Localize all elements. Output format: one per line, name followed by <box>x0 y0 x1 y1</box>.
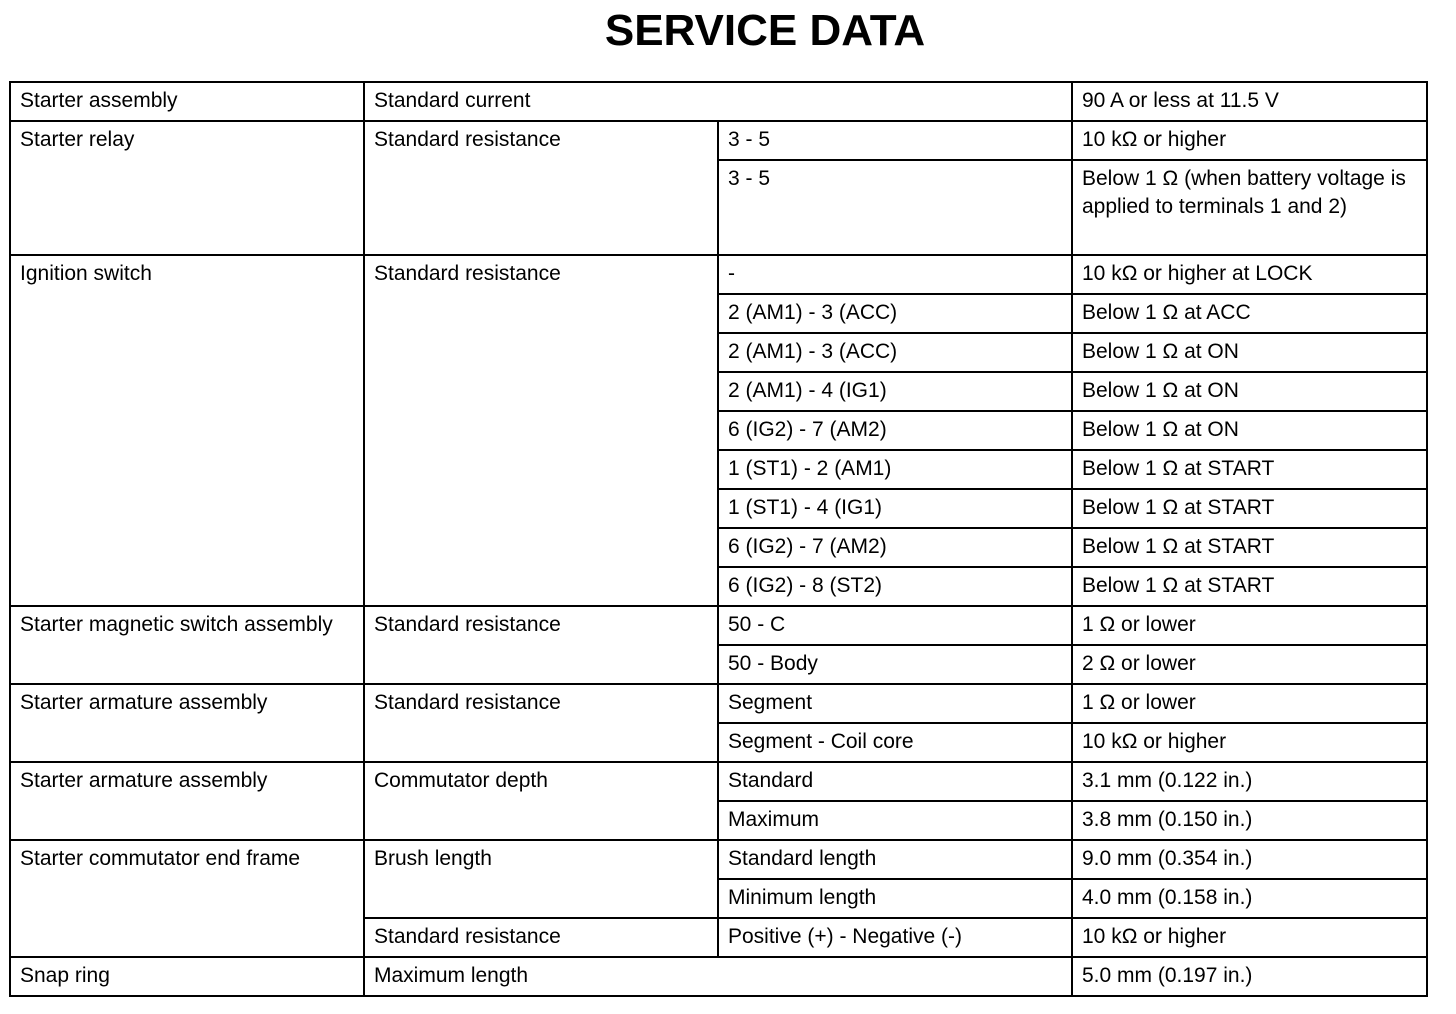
item-cell: Standard resistance <box>364 606 718 684</box>
table-row <box>10 762 1427 801</box>
spec-cell: 90 A or less at 11.5 V <box>1072 82 1427 121</box>
condition-cell: 2 (AM1) - 4 (IG1) <box>718 372 1072 411</box>
spec-cell: Below 1 Ω at START <box>1072 489 1427 528</box>
table-row <box>10 121 1427 160</box>
spec-cell: 9.0 mm (0.354 in.) <box>1072 840 1427 879</box>
component-cell: Starter assembly <box>10 82 364 121</box>
spec-cell: Below 1 Ω (when battery voltage is applied to terminals 1 and 2) <box>1072 160 1427 255</box>
spec-cell: Below 1 Ω at ON <box>1072 411 1427 450</box>
table-row <box>10 684 1427 723</box>
spec-cell: Below 1 Ω at START <box>1072 450 1427 489</box>
table-row <box>10 957 1427 996</box>
condition-cell: Minimum length <box>718 879 1072 918</box>
component-cell: Starter commutator end frame <box>10 840 364 957</box>
condition-cell: 50 - Body <box>718 645 1072 684</box>
table-row <box>10 840 1427 879</box>
condition-cell: - <box>718 255 1072 294</box>
service-data-table <box>9 81 1428 997</box>
spec-cell: Below 1 Ω at START <box>1072 528 1427 567</box>
item-cell: Brush length <box>364 840 718 918</box>
condition-cell: 2 (AM1) - 3 (ACC) <box>718 294 1072 333</box>
spec-cell: 5.0 mm (0.197 in.) <box>1072 957 1427 996</box>
component-cell: Snap ring <box>10 957 364 996</box>
spec-cell: Below 1 Ω at ON <box>1072 372 1427 411</box>
condition-cell: 6 (IG2) - 8 (ST2) <box>718 567 1072 606</box>
spec-cell: 2 Ω or lower <box>1072 645 1427 684</box>
item-cell: Commutator depth <box>364 762 718 840</box>
condition-cell: Positive (+) - Negative (-) <box>718 918 1072 957</box>
condition-cell: 3 - 5 <box>718 121 1072 160</box>
condition-cell: 50 - C <box>718 606 1072 645</box>
component-cell: Ignition switch <box>10 255 364 606</box>
spec-cell: 1 Ω or lower <box>1072 606 1427 645</box>
spec-cell: Below 1 Ω at ACC <box>1072 294 1427 333</box>
spec-cell: Below 1 Ω at START <box>1072 567 1427 606</box>
spec-cell: 10 kΩ or higher at LOCK <box>1072 255 1427 294</box>
condition-cell: 1 (ST1) - 4 (IG1) <box>718 489 1072 528</box>
component-cell: Starter armature assembly <box>10 684 364 762</box>
table-row <box>10 82 1427 121</box>
spec-cell: 3.1 mm (0.122 in.) <box>1072 762 1427 801</box>
condition-cell: 1 (ST1) - 2 (AM1) <box>718 450 1072 489</box>
condition-cell: 2 (AM1) - 3 (ACC) <box>718 333 1072 372</box>
item-cell: Standard current <box>364 82 1072 121</box>
component-cell: Starter magnetic switch assembly <box>10 606 364 684</box>
spec-cell: 4.0 mm (0.158 in.) <box>1072 879 1427 918</box>
table-row <box>10 606 1427 645</box>
spec-cell: 3.8 mm (0.150 in.) <box>1072 801 1427 840</box>
spec-cell: 1 Ω or lower <box>1072 684 1427 723</box>
item-cell: Standard resistance <box>364 918 718 957</box>
item-cell: Standard resistance <box>364 121 718 255</box>
spec-cell: 10 kΩ or higher <box>1072 918 1427 957</box>
item-cell: Standard resistance <box>364 255 718 606</box>
spec-cell: 10 kΩ or higher <box>1072 723 1427 762</box>
condition-cell: Segment <box>718 684 1072 723</box>
condition-cell: 6 (IG2) - 7 (AM2) <box>718 411 1072 450</box>
spec-cell: Below 1 Ω at ON <box>1072 333 1427 372</box>
item-cell: Standard resistance <box>364 684 718 762</box>
table-row <box>10 255 1427 294</box>
condition-cell: Maximum <box>718 801 1072 840</box>
condition-cell: 6 (IG2) - 7 (AM2) <box>718 528 1072 567</box>
condition-cell: Standard length <box>718 840 1072 879</box>
condition-cell: 3 - 5 <box>718 160 1072 255</box>
component-cell: Starter relay <box>10 121 364 255</box>
spec-cell: 10 kΩ or higher <box>1072 121 1427 160</box>
component-cell: Starter armature assembly <box>10 762 364 840</box>
condition-cell: Standard <box>718 762 1072 801</box>
page-title: SERVICE DATA <box>604 6 926 55</box>
condition-cell: Segment - Coil core <box>718 723 1072 762</box>
item-cell: Maximum length <box>364 957 1072 996</box>
